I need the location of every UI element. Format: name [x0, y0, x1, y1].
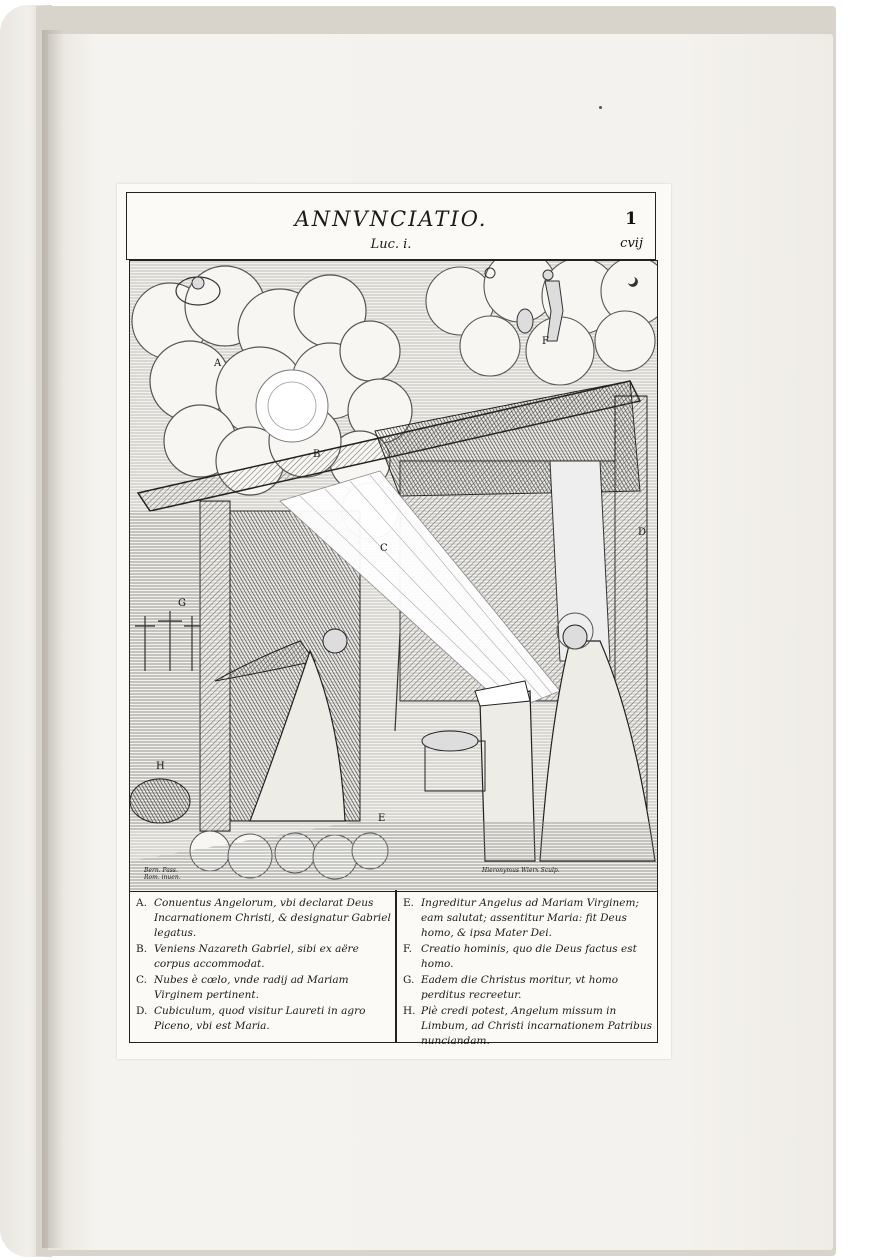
legend-key: H.: [403, 1005, 416, 1017]
engraving-illustration: [130, 261, 657, 891]
legend-divider: [395, 890, 397, 1042]
legend-key: B.: [136, 943, 148, 955]
legend-column-left: [136, 896, 394, 1035]
legend-marker-e: E: [378, 813, 386, 824]
signature-inventor: [144, 867, 181, 881]
legend-marker-c: C: [380, 543, 388, 554]
plate-number: 1: [625, 209, 637, 229]
legend-key: G.: [403, 974, 415, 986]
plate-leaf-number: cvij: [620, 236, 643, 251]
plate-legend: [129, 890, 658, 1047]
engraved-plate: [117, 184, 671, 1059]
legend-marker-g: G: [178, 598, 186, 609]
legend-item-e: [403, 896, 653, 941]
plate-title-box: [126, 192, 656, 260]
legend-item-g: [403, 973, 653, 1003]
legend-key: C.: [136, 974, 147, 986]
legend-key: F.: [403, 943, 412, 955]
plate-reference: Luc. i.: [370, 237, 412, 252]
signature-inventor-line-1: Bern. Pass.: [144, 867, 178, 874]
legend-text: Conuentus Angelorum, vbi declarat Deus Incarnationem Christi, & designatur Gabriel legatus.: [154, 897, 391, 939]
legend-text: Piè credi potest, Angelum missum in Limbum, ad Christi incarnationem Patribus nunciandam.: [421, 1005, 652, 1047]
page-speck: [599, 106, 602, 109]
legend-item-a: [136, 896, 394, 941]
legend-item-d: [136, 1004, 394, 1034]
legend-item-f: [403, 942, 653, 972]
legend-marker-f: F: [542, 336, 549, 347]
legend-marker-a: A: [214, 358, 222, 369]
legend-text: Ingreditur Angelus ad Mariam Virginem; eam salutat; assentitur Maria: fit Deus homo, & ipsa Mater Dei.: [421, 897, 639, 939]
legend-item-c: [136, 973, 394, 1003]
legend-item-b: [136, 942, 394, 972]
legend-marker-h: H: [156, 761, 165, 772]
legend-text: Eadem die Christus moritur, vt homo perditus recreetur.: [421, 974, 619, 1001]
legend-key: D.: [136, 1005, 148, 1017]
legend-text: Veniens Nazareth Gabriel, sibi ex aëre corpus accommodat.: [154, 943, 359, 970]
annunciation-engraving: [129, 260, 658, 892]
legend-marker-b: B: [313, 449, 321, 460]
legend-text: Nubes è cœlo, vnde radij ad Mariam Virginem pertinent.: [154, 974, 349, 1001]
legend-item-h: [403, 1004, 653, 1049]
legend-text: Creatio hominis, quo die Deus factus est homo.: [421, 943, 637, 970]
signature-inventor-line-2: Rom. inuen.: [144, 874, 181, 881]
legend-text: Cubiculum, quod visitur Laureti in agro Piceno, vbi est Maria.: [154, 1005, 366, 1032]
legend-key: A.: [136, 897, 147, 909]
legend-column-right: [403, 896, 653, 1050]
spine-shadow: [42, 30, 64, 1248]
legend-key: E.: [403, 897, 415, 909]
plate-title: ANNVNCIATIO.: [294, 207, 488, 231]
legend-marker-d: D: [638, 527, 647, 538]
signature-engraver: Hieronymus Wierx Sculp.: [482, 867, 560, 874]
